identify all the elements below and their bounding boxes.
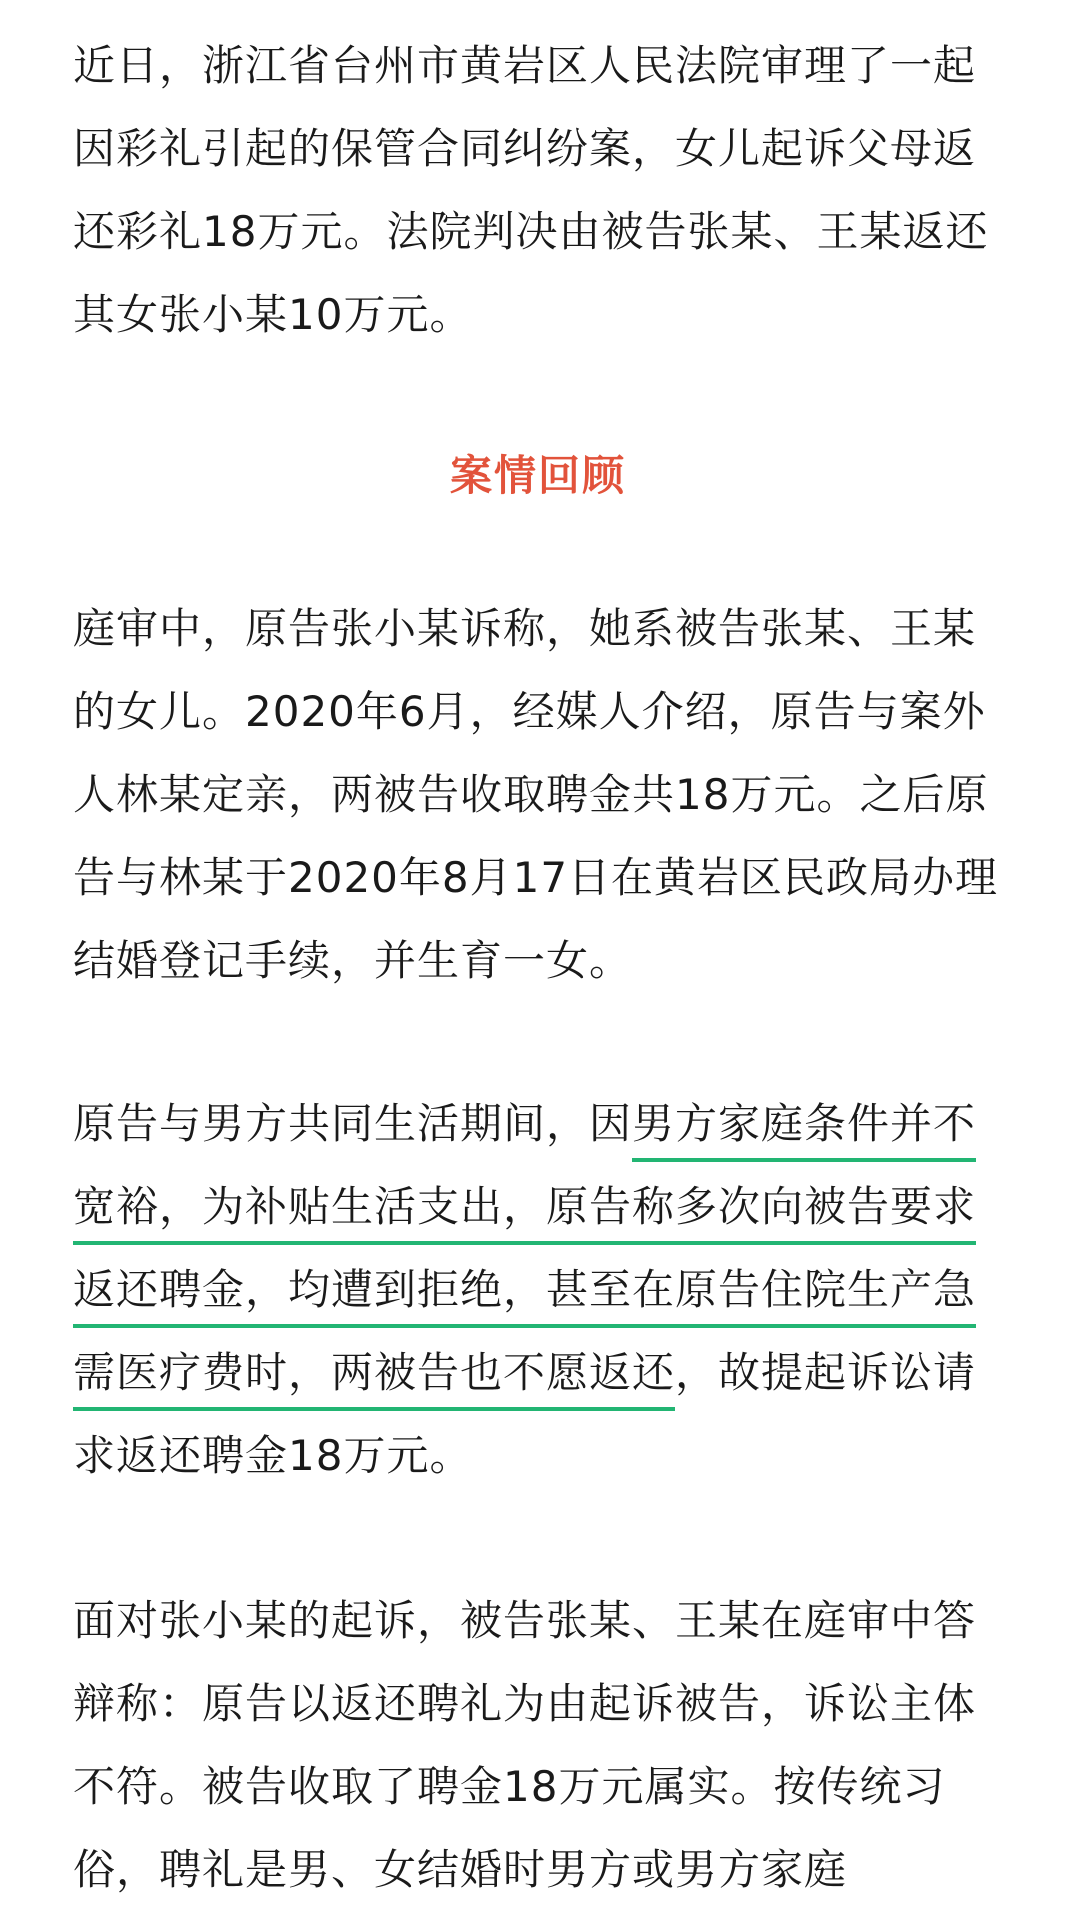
- case-paragraph: 庭审中，原告张小某诉称，她系被告张某、王某的女儿。2020年6月，经媒人介绍，原告与案外人林某定亲，两被告收取聘金共18万元。之后原告与林某于2020年8月17日在黄岩区民政局办理结婚登记手续，并生育一女。: [73, 604, 999, 985]
- intro-paragraph: 近日，浙江省台州市黄岩区人民法院审理了一起因彩礼引起的保管合同纠纷案，女儿起诉父母返还彩礼18万元。法院判决由被告张某、王某返还其女张小某10万元。: [73, 41, 989, 339]
- paragraph-text-after: ，故提起诉讼请求返还聘金18万元。: [73, 1348, 977, 1480]
- highlighted-paragraph: [73, 1082, 1003, 1497]
- highlighted-text: 男方家庭条件并不宽裕，为补贴生活支出，原告称多次向被告要求返还聘金，均遭到拒绝，甚至在原告住院生产急需医疗费时，两被告也不愿返还: [73, 1099, 976, 1411]
- section-heading: 案情回顾: [449, 451, 626, 500]
- article-body: [73, 24, 1003, 1911]
- defense-paragraph: 面对张小某的起诉，被告张某、王某在庭审中答辩称：原告以返还聘礼为由起诉被告，诉讼主体不符。被告收取了聘金18万元属实。按传统习俗，聘礼是男、女结婚时男方或男方家庭: [73, 1596, 977, 1894]
- paragraph-text-before: 原告与男方共同生活期间，因: [73, 1099, 633, 1148]
